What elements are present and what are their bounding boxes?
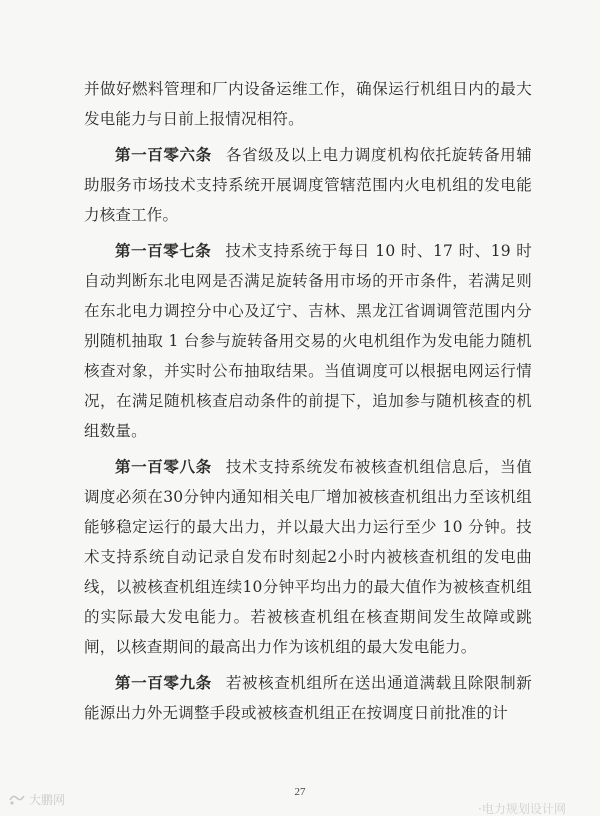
article-107 xyxy=(84,236,532,446)
paragraph-text: 并做好燃料管理和厂内设备运维工作，确保运行机组日内的最大发电能力与日前上报情况相符。 xyxy=(84,80,532,128)
article-text: 技术支持系统于每日 10 时、17 时、19 时自动判断东北电网是否满足旋转备用市场的开市条件，若满足则在东北电力调控分中心及辽宁、吉林、黑龙江省调调管范围内分别随机抽取 1 台参与旋转备用交易的火电机组作为发电能力随机核查对象，并实时公布抽取结果。当值调度可以根据电网运行情况，在满足随机核查启动条件的前提下，追加参与随机核查的机组数量。 xyxy=(84,242,533,440)
article-heading: 第一百零六条 xyxy=(115,146,212,164)
watermark-left-text: 大鹏网 xyxy=(29,793,66,807)
article-109 xyxy=(84,668,532,728)
document-body xyxy=(84,74,532,728)
article-heading: 第一百零七条 xyxy=(115,242,212,260)
page-number: 27 xyxy=(294,786,306,798)
article-text: 技术支持系统发布被核查机组信息后，当值调度必须在30分钟内通知相关电厂增加被核查机组出力至该机组能够稳定运行的最大出力，并以最大出力运行至少 10 分钟。技术支持系统自动记录自发布时刻起2小时内被核查机组的发电曲线，以被核查机组连续10分钟平均出力的最大值作为被核查机组的实际最大发电能力。若被核查机组在核查期间发生故障或跳闸，以核查期间的最高出力作为该机组的最大发电能力。 xyxy=(84,458,532,656)
watermark-logo-icon xyxy=(8,793,26,806)
article-text: 各省级及以上电力调度机构依托旋转备用辅助服务市场技术支持系统开展调度管辖范围内火电机组的发电能力核查工作。 xyxy=(84,146,532,224)
watermark-left xyxy=(8,791,65,808)
article-106 xyxy=(84,140,532,230)
article-heading: 第一百零九条 xyxy=(115,674,212,692)
article-heading: 第一百零八条 xyxy=(115,458,212,476)
paragraph-1 xyxy=(84,74,532,134)
watermark-right: ·电力规划设计网 xyxy=(478,802,566,816)
article-text: 若被核查机组所在送出通道满载且除限制新能源出力外无调整手段或被核查机组正在按调度日前批准的计 xyxy=(84,674,532,722)
article-108 xyxy=(84,452,532,662)
